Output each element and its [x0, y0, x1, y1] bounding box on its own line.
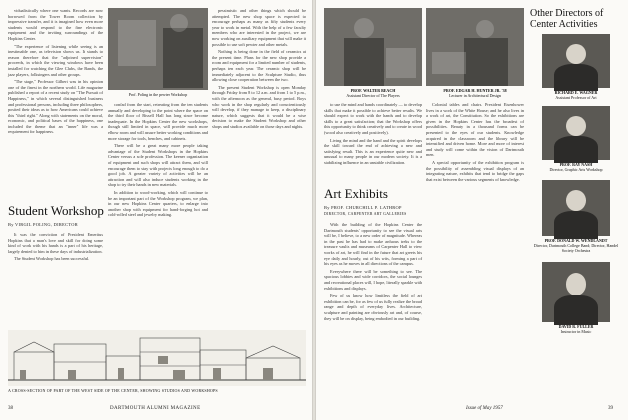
director-caption [530, 90, 622, 100]
issue-date: Issue of May 1957 [466, 406, 503, 411]
paragraph: There will be a great many more people taking advantage of the Student Workshops in the Hopkins Center versus a sole profession. The keener organization of equipment and such shops will attract them, and will encourage them to stay with projects long enough to do a good job. A greater variety of activities will be an attraction and will also induce students working in the shop to try their hands in new materials. [108, 143, 208, 188]
paragraph: It was the conviction of President Emeritus Hopkins that a man's love and skill for doing some kind of work with his hands is a part of his heritage, largely denied to him in these days of industrialization. [8, 232, 103, 254]
director-title: Assistant Professor of Art [555, 95, 597, 100]
cross-section-drawing [8, 330, 306, 386]
paragraph: Living the mind and the hand and the spirit develops the skill toward the end of achieving a new and satisfying result. This is an experience quite new and unusual to many people in our modern society. It is a stabilizing influence in an unstable civilization. [324, 137, 422, 165]
drawing-caption: A CROSS-SECTION OF PART OF THE WEST SIDE OF THE CENTER, SHOWING STUDIOS AND WORKSHOPS [8, 388, 218, 393]
paragraph: The Student Workshop has been successful. [14, 256, 90, 262]
director-caption [530, 238, 622, 253]
poling-workshop-photo [108, 8, 208, 90]
page-number: 39 [608, 406, 613, 411]
beach-caption [324, 88, 422, 98]
wendlandt-portrait [542, 180, 610, 236]
article-byline: By VIRGIL POLING, DIRECTOR [8, 222, 78, 227]
magazine-name: DARTMOUTH ALUMNI MAGAZINE [110, 406, 201, 411]
fuller-portrait [542, 262, 610, 322]
caption-name: PROF. WALTER BEACH [350, 88, 396, 93]
left-column-3 [212, 8, 306, 324]
director-name: PROF. DONALD W. WENDLANDT [544, 238, 608, 243]
paragraph: "The stage," Professor Gilbert was in his opinion one of the finest in the northern world. Life magazine published a report of a recent study on "The Pursuit of Happiness," in which several distinguished business and professional persons, including three philosophers, posited their ideas as to how Americans could achieve this "third right." Along with statements on the moral, economic, and political bases of the happiness, one included the theme that an "inner" life was a requirement for happiness. [8, 79, 103, 135]
paragraph: confad from the start, retreating from the ten students annually and developing to the point where the space on the third floor of Bissell Hall has long since become inadequate. In the Hopkins Center the new workshops, though still limited in space, will provide much more elbow room and will assure better working conditions and more storage for tools, benches, and cabinets. [108, 102, 209, 141]
paragraph: "The experience of listening while seeing is an inestimable one, as television shows us. It stands to reason therefore that the "adjoined supervision" proceeds, in which the viewing windows have been installed for watching the Glee Clubs, the Bands, the jazz players, folksingers and other groups. [8, 43, 103, 77]
left-page [0, 0, 312, 420]
wagner-portrait [542, 34, 610, 88]
caption-title: Lecturer in Architectural Design [449, 93, 501, 98]
nash-portrait [542, 106, 610, 160]
article-byline: By PROF. CHURCHILL P. LATHROP [324, 205, 402, 210]
paragraph: Nothing is being done in the field of ceramics at the present time. Plans for the new shop provide a room and equipment for a limited number of students, perhaps ten each year. The ceramic shop will be immediately adjacent to the Sculpture Studio, thus allowing close cooperation between the two. [212, 49, 306, 83]
photo-caption: Prof. Poling in the pewter Workshop [128, 92, 188, 97]
sidebar-title: Other Directors of Center Activities [530, 8, 604, 30]
paragraph: The present Student Workshop is open Monday through Friday from 8 to 12 a.m. and from 1 to 5 p.m., with the afternoon as the general, busy period. Boys who work in the shop regularly and conscientiously will develop, if they manage to keep, a disciplinary nature, which suggests that it would be a wise decision to make the Student Workshop and other shops and studios available on those days and nights. [212, 84, 306, 129]
left-column-2 [108, 102, 208, 324]
director-caption [530, 324, 622, 334]
page-number: 38 [8, 406, 13, 411]
paragraph: Everywhere there will be something to see. The spacious lobbies and wide corridors, the social lounges and recreational places will, I hope, literally sparkle with exhibitions and displays. [324, 268, 422, 291]
paragraph: With the building of the Hopkins Center the Dartmouth students' opportunity to see the visual arts will be, I believe, to a new order of magnitude. Whereas in the past he has had to make arduous treks to the treasure vaults and museums of Carpenter Hall to view works of art, he will find in the future that art greets his eye daily and hourly, out of his wits, forming a part of his eyes as he moves in all directions of the campus. [324, 222, 422, 267]
left-column-1-top [8, 8, 103, 200]
director-name: PROF. RAY NASH [559, 162, 593, 167]
paragraph: pessimistic and other things which should be attempted. The new shop space is expected to encourage perhaps as many as fifty students every year to work in metal. With the help of a few faculty members who are interested in the project, we are now working on auxiliary equipment that will make it possible to use soft pewter and other metals. [212, 8, 306, 47]
paragraph: Colonial tables and chairs. President Eisenhower lives in a work of the White House; and he also lives in a work of art, the Constitution. So the exhibitions are given in the Hopkins Center has the broadest of possibilities. Beauty in a thousand forms can be presented to the eyes of our students. Knowledge acquired in the classroom and the library will be intensified and driven home. More and more of interest and study will come within the vision of Dartmouth men. [426, 102, 524, 158]
hunter-photo [426, 8, 524, 86]
caption-name: PROF. EDGAR H. HUNTER JR. '38 [443, 88, 507, 93]
article-title: Art Exhibits [324, 186, 388, 201]
right-page [316, 0, 628, 420]
director-name: RICHARD E. WAGNER [554, 90, 598, 95]
paragraph: In addition to wood-working, which will continue to be an important part of the Workshop program, we plan, in our new Hopkins Center quarters, to enlarge into another shop with equipment for hand-forging hot and cold-rolled steel and jewelry making. [108, 189, 208, 218]
article-byline-title: DIRECTOR, CARPENTER ART GALLERIES [324, 212, 407, 216]
director-caption [530, 162, 622, 172]
paragraph: Few of us know how limitless the field of art exhibition can be, for as few of us fully realize the broad range and depth of everyday lives. Architecture, sculpture and painting are obviously art and, of course, they will be on display, being embodied in our building. [324, 293, 422, 321]
right-column-2 [426, 102, 524, 402]
beach-photo [324, 8, 422, 86]
paragraph: to use the mind and hands coordinately — to develop skills that make it possible to achieve better results. We should expect to work with the hands and to develop skills to a great satisfaction; that the Workshop offers this opportunity to think creatively and to create in wood (wood also creatively and positively). [324, 102, 422, 135]
paragraph: A special opportunity of the exhibition program is the possibility of assembling visual displays of an integrating nature, exhibits that tend to bridge the gaps that exist between the various segments of knowledge. [426, 159, 524, 182]
caption-title: Assistant Director of The Players [346, 93, 400, 98]
paragraph: vidualistically where one wants. Records are now borrowed from the Tower Room collection by impressive transfer, and it is imagined how even more students would respond to the fine electronic equipment and the inviting surroundings of the Hopkins Center. [8, 8, 103, 41]
right-column-1-body [324, 222, 422, 402]
right-column-1-top [324, 102, 422, 165]
director-title: Director, Dartmouth College Band; Director, Handel Society Orchestra [533, 243, 619, 253]
director-title: Instructor in Music [560, 329, 592, 334]
left-column-1-body [8, 232, 103, 324]
hunter-caption [426, 88, 524, 98]
director-name: DAVID R. FULLER [558, 324, 594, 329]
director-title: Director, Graphic Arts Workshop [549, 167, 603, 172]
article-title: Student Workshop [8, 203, 104, 218]
